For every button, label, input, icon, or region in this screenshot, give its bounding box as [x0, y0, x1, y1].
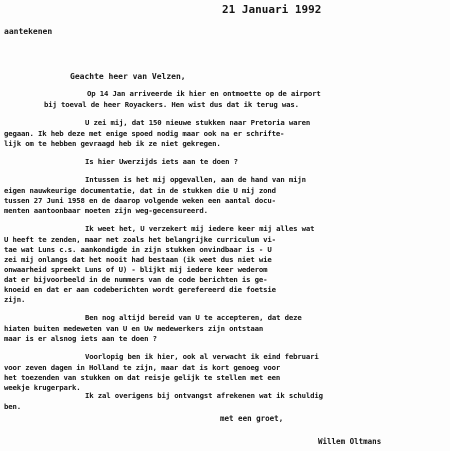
body-line: Ben nog altijd bereid van U te accepteren, dat deze	[85, 313, 302, 322]
body-line: weekje krugerpark.	[4, 383, 81, 392]
registered-mark: aantekenen	[4, 27, 53, 36]
body-line: menten aantoonbaar moeten zijn weg-gecensureerd.	[4, 206, 208, 215]
salutation: Geachte heer van Velzen,	[70, 72, 186, 81]
body-line: Intussen is het mij opgevallen, aan de hand van mijn	[85, 175, 306, 184]
body-line: gegaan. Ik heb deze met enige spoed nodig maar ook na er schrifte-	[4, 129, 285, 138]
body-line: Ik weet het, U verzekert mij iedere keer mij alles wat	[85, 224, 315, 233]
signature: Willem Oltmans	[318, 437, 382, 446]
body-line: hiaten buiten medeweten van U en Uw medewerkers zijn ontstaan	[4, 324, 264, 333]
body-line: knoeid en dat er aan codeberichten wordt gerefereerd die foetsie	[4, 285, 276, 294]
body-line: maar is er alsnog iets aan te doen ?	[4, 334, 157, 343]
letter-date: 21 Januari 1992	[222, 3, 322, 16]
body-line: eigen nauwkeurige documentatie, dat in de stukken die U mij zond	[4, 186, 276, 195]
body-line: Ik zal overigens bij ontvangst afrekenen wat ik schuldig	[85, 391, 323, 400]
body-line: U zei mij, dat 150 nieuwe stukken naar Pretoria waren	[85, 118, 311, 127]
body-line: dat er bijvoorbeeld in de nummers van de code berichten is ge-	[4, 275, 268, 284]
body-line: U heeft te zenden, maar net zoals het belangrijke curriculum vi-	[4, 235, 276, 244]
body-line: Is hier Uwerzijds iets aan te doen ?	[85, 157, 238, 166]
body-line: het toezenden van stukken om dat reisje gelijk te stellen met een	[4, 373, 281, 382]
body-line: onwaarheid spreekt Luns of U) - blijkt mij iedere keer wederom	[4, 265, 268, 274]
body-line: Op 14 Jan arriveerde ik hier en ontmoette op de airport	[87, 89, 321, 98]
body-line: zijn.	[4, 295, 26, 304]
body-line: ben.	[4, 402, 21, 411]
body-line: zei mij onlangs dat het nooit had bestaan (ik weet dus niet wie	[4, 255, 272, 264]
closing: met een groet,	[220, 414, 284, 423]
body-line: tae wat Luns c.s. aankondigde in zijn stukken onvindbaar is - U	[4, 245, 272, 254]
body-line: Voorlopig ben ik hier, ook al verwacht ik eind februari	[85, 352, 319, 361]
body-line: lijk om te hebben gevraagd heb ik ze niet gekregen.	[4, 139, 221, 148]
body-line: tussen 27 Juni 1958 en de daarop volgende weken een aantal docu-	[4, 196, 276, 205]
body-line: bij toeval de heer Royackers. Hen wist dus dat ik terug was.	[44, 100, 299, 109]
body-line: voor zeven dagen in Holland te zijn, maar dat is kort genoeg voor	[4, 363, 281, 372]
